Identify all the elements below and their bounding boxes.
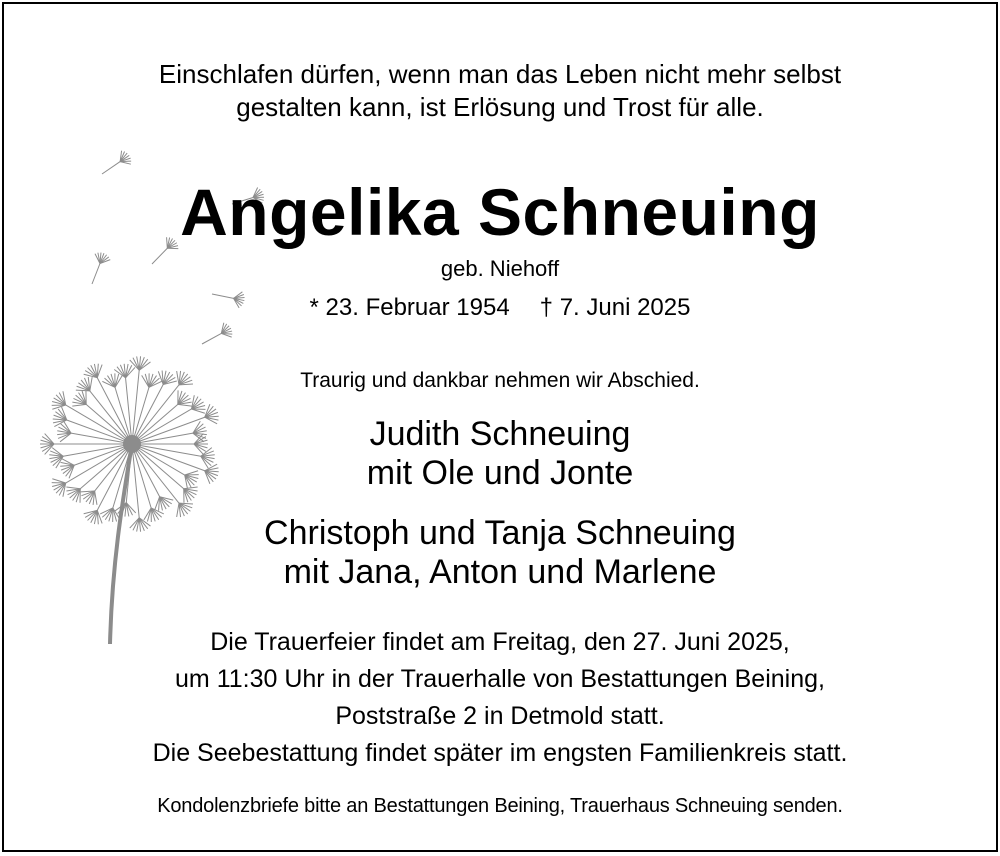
motto-line: gestalten kann, ist Erlösung und Trost für alle. bbox=[4, 91, 996, 124]
mourner-line: Christoph und Tanja Schneuing bbox=[4, 514, 996, 553]
condolence-note: Kondolenzbriefe bitte an Bestattungen Beining, Trauerhaus Schneuing senden. bbox=[4, 792, 996, 820]
mourner-group bbox=[4, 514, 996, 592]
deceased-name: Angelika Schneuing bbox=[4, 172, 996, 252]
motto-line: Einschlafen dürfen, wenn man das Leben nicht mehr selbst bbox=[4, 58, 996, 91]
service-line: Poststraße 2 in Detmold statt. bbox=[4, 698, 996, 735]
service-line: Die Trauerfeier findet am Freitag, den 27. Juni 2025, bbox=[4, 624, 996, 661]
death-date: † 7. Juni 2025 bbox=[540, 294, 691, 321]
mourner-line: mit Ole und Jonte bbox=[4, 454, 996, 493]
motto-text bbox=[4, 58, 996, 124]
service-line: um 11:30 Uhr in der Trauerhalle von Bestattungen Beining, bbox=[4, 661, 996, 698]
obituary-notice bbox=[2, 2, 998, 852]
mourner-line: mit Jana, Anton und Marlene bbox=[4, 553, 996, 592]
service-line: Die Seebestattung findet später im engsten Familienkreis statt. bbox=[4, 735, 996, 772]
life-dates bbox=[4, 292, 996, 324]
service-info bbox=[4, 624, 996, 772]
birth-date: * 23. Februar 1954 bbox=[310, 294, 510, 321]
farewell-text: Traurig und dankbar nehmen wir Abschied. bbox=[4, 366, 996, 396]
mourner-line: Judith Schneuing bbox=[4, 415, 996, 454]
mourner-group bbox=[4, 415, 996, 493]
maiden-name: geb. Niehoff bbox=[4, 254, 996, 284]
